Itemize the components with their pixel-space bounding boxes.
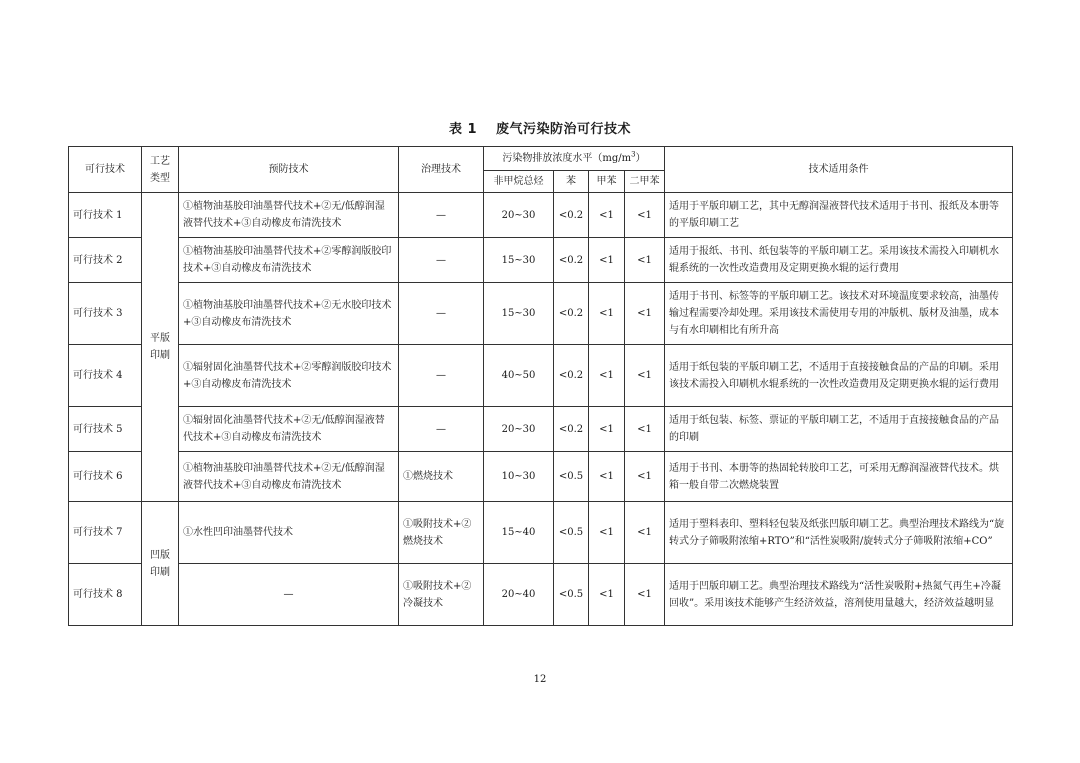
header-conditions: 技术适用条件 — [665, 147, 1013, 193]
cell-xylene: <1 — [625, 452, 665, 502]
header-nmhc: 非甲烷总烃 — [484, 171, 554, 193]
cell-xylene: <1 — [625, 283, 665, 345]
cell-conditions: 适用于凹版印刷工艺。典型治理技术路线为“活性炭吸附+热氮气再生+冷凝回收”。采用该技术能够产生经济效益，溶剂使用量越大，经济效益越明显 — [665, 564, 1013, 626]
cell-benzene: <0.2 — [554, 193, 589, 238]
header-toluene: 甲苯 — [589, 171, 625, 193]
cell-nmhc: 40~50 — [484, 345, 554, 407]
header-emission-sup: 3 — [631, 150, 636, 159]
cell-nmhc: 20~30 — [484, 193, 554, 238]
cell-xylene: <1 — [625, 193, 665, 238]
cell-tech: 可行技术 6 — [69, 452, 142, 502]
table-row — [69, 238, 1013, 283]
cell-nmhc: 10~30 — [484, 452, 554, 502]
cell-conditions: 适用于书刊、本册等的热固轮转胶印工艺，可采用无醇润湿液替代技术。烘箱一般自带二次燃烧装置 — [665, 452, 1013, 502]
cell-toluene: <1 — [589, 564, 625, 626]
header-xylene: 二甲苯 — [625, 171, 665, 193]
cell-process-gravure: 凹版印刷 — [142, 502, 179, 626]
cell-benzene: <0.5 — [554, 564, 589, 626]
cell-benzene: <0.2 — [554, 345, 589, 407]
header-emission-group — [484, 147, 665, 171]
cell-prevention: — — [179, 564, 399, 626]
cell-xylene: <1 — [625, 564, 665, 626]
cell-benzene: <0.2 — [554, 283, 589, 345]
cell-benzene: <0.5 — [554, 502, 589, 564]
cell-treatment: — — [399, 193, 484, 238]
cell-tech: 可行技术 5 — [69, 407, 142, 452]
cell-treatment: ①燃烧技术 — [399, 452, 484, 502]
table-row — [69, 407, 1013, 452]
cell-prevention: ①水性凹印油墨替代技术 — [179, 502, 399, 564]
table-caption — [0, 118, 1080, 137]
cell-treatment: — — [399, 345, 484, 407]
cell-benzene: <0.5 — [554, 452, 589, 502]
cell-toluene: <1 — [589, 283, 625, 345]
cell-nmhc: 15~40 — [484, 502, 554, 564]
table-number: 表 1 — [448, 122, 478, 137]
table-row — [69, 502, 1013, 564]
cell-xylene: <1 — [625, 238, 665, 283]
cell-tech: 可行技术 8 — [69, 564, 142, 626]
cell-treatment: — — [399, 283, 484, 345]
cell-conditions: 适用于纸包装的平版印刷工艺，不适用于直接接触食品的产品的印刷。采用该技术需投入印刷机水辊系统的一次性改造费用及定期更换水辊的运行费用 — [665, 345, 1013, 407]
header-treatment: 治理技术 — [399, 147, 484, 193]
cell-nmhc: 15~30 — [484, 283, 554, 345]
header-emission-close: ） — [635, 153, 646, 164]
table-row — [69, 345, 1013, 407]
header-emission-text: 污染物排放浓度水平（mg/m — [502, 153, 632, 164]
table-row — [69, 564, 1013, 626]
table-title: 废气污染防治可行技术 — [496, 122, 632, 137]
cell-prevention: ①植物油基胶印油墨替代技术+②无水胶印技术+③自动橡皮布清洗技术 — [179, 283, 399, 345]
cell-xylene: <1 — [625, 502, 665, 564]
header-tech: 可行技术 — [69, 147, 142, 193]
pollution-control-table — [68, 146, 1013, 626]
cell-tech: 可行技术 3 — [69, 283, 142, 345]
cell-xylene: <1 — [625, 345, 665, 407]
cell-conditions: 适用于书刊、标签等的平版印刷工艺。该技术对环境温度要求较高，油墨传输过程需要冷却处理。采用该技术需使用专用的冲版机、版材及油墨，成本与有水印刷相比有所升高 — [665, 283, 1013, 345]
cell-toluene: <1 — [589, 193, 625, 238]
cell-treatment: ①吸附技术+②燃烧技术 — [399, 502, 484, 564]
cell-benzene: <0.2 — [554, 407, 589, 452]
cell-conditions: 适用于纸包装、标签、票证的平版印刷工艺，不适用于直接接触食品的产品的印刷 — [665, 407, 1013, 452]
cell-toluene: <1 — [589, 345, 625, 407]
cell-prevention: ①辐射固化油墨替代技术+②零醇润版胶印技术+③自动橡皮布清洗技术 — [179, 345, 399, 407]
cell-tech: 可行技术 7 — [69, 502, 142, 564]
cell-treatment: — — [399, 407, 484, 452]
cell-process-lithography: 平版印刷 — [142, 193, 179, 502]
header-prevention: 预防技术 — [179, 147, 399, 193]
cell-nmhc: 20~30 — [484, 407, 554, 452]
table-row — [69, 452, 1013, 502]
cell-benzene: <0.2 — [554, 238, 589, 283]
cell-prevention: ①植物油基胶印油墨替代技术+②无/低醇润湿液替代技术+③自动橡皮布清洗技术 — [179, 193, 399, 238]
cell-toluene: <1 — [589, 452, 625, 502]
cell-prevention: ①辐射固化油墨替代技术+②无/低醇润湿液替代技术+③自动橡皮布清洗技术 — [179, 407, 399, 452]
cell-treatment: — — [399, 238, 484, 283]
cell-toluene: <1 — [589, 502, 625, 564]
cell-toluene: <1 — [589, 407, 625, 452]
cell-tech: 可行技术 2 — [69, 238, 142, 283]
header-benzene: 苯 — [554, 171, 589, 193]
cell-conditions: 适用于报纸、书刊、纸包装等的平版印刷工艺。采用该技术需投入印刷机水辊系统的一次性改造费用及定期更换水辊的运行费用 — [665, 238, 1013, 283]
cell-conditions: 适用于塑料表印、塑料轻包装及纸张凹版印刷工艺。典型治理技术路线为“旋转式分子筛吸附浓缩+RTO”和“活性炭吸附/旋转式分子筛吸附浓缩+CO” — [665, 502, 1013, 564]
cell-toluene: <1 — [589, 238, 625, 283]
cell-tech: 可行技术 1 — [69, 193, 142, 238]
cell-xylene: <1 — [625, 407, 665, 452]
cell-nmhc: 15~30 — [484, 238, 554, 283]
header-process: 工艺类型 — [142, 147, 179, 193]
cell-nmhc: 20~40 — [484, 564, 554, 626]
page-number: 12 — [533, 674, 547, 685]
cell-treatment: ①吸附技术+②冷凝技术 — [399, 564, 484, 626]
table-row — [69, 193, 1013, 238]
cell-prevention: ①植物油基胶印油墨替代技术+②零醇润版胶印技术+③自动橡皮布清洗技术 — [179, 238, 399, 283]
cell-prevention: ①植物油基胶印油墨替代技术+②无/低醇润湿液替代技术+③自动橡皮布清洗技术 — [179, 452, 399, 502]
cell-conditions: 适用于平版印刷工艺，其中无醇润湿液替代技术适用于书刊、报纸及本册等的平版印刷工艺 — [665, 193, 1013, 238]
cell-tech: 可行技术 4 — [69, 345, 142, 407]
table-row — [69, 283, 1013, 345]
